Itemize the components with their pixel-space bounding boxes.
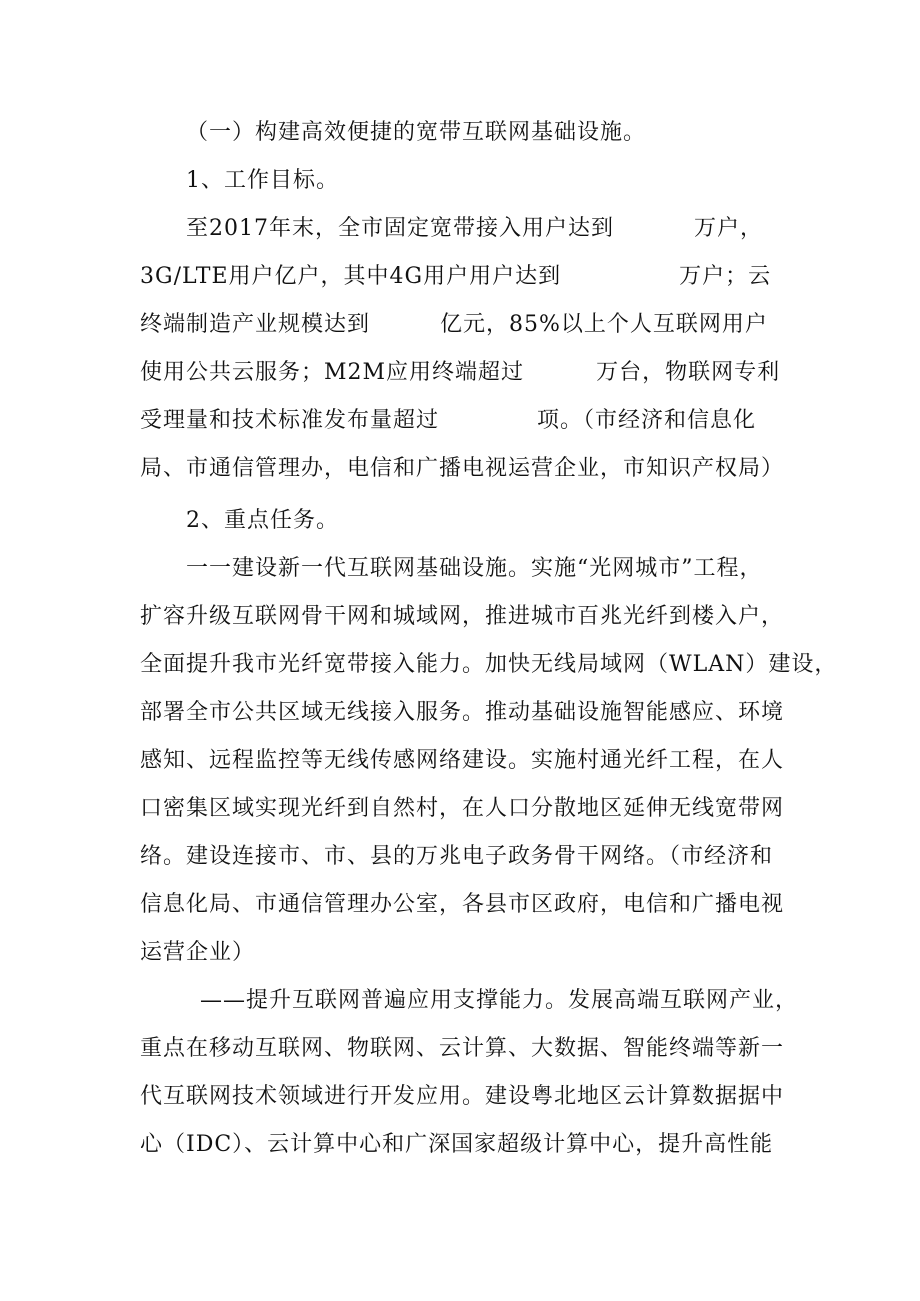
task1-line-4: 部署全市公共区域无线接入服务。推动基础设施智能感应、环境 <box>140 700 785 725</box>
subsection-title-tasks: 2、重点任务。 <box>186 508 339 533</box>
goal-line-1 <box>186 214 763 244</box>
goal-line-6: 局、市通信管理办，电信和广播电视运营企业，市知识产权局） <box>140 456 785 481</box>
goal-text: 至2017年末，全市固定宽带接入用户达到 <box>186 216 614 241</box>
subsection-title-goals: 1、工作目标。 <box>186 168 339 193</box>
goal-text: 终端制造产业规模达到 <box>140 312 371 337</box>
task1-line-2: 扩容升级互联网骨干网和城域网，推进城市百兆光纤到楼入户， <box>140 604 785 629</box>
goal-text: 受理量和技术标准发布量超过 <box>140 408 440 433</box>
task1-line-3: 全面提升我市光纤宽带接入能力。加快无线局域网（WLAN）建设， <box>140 652 838 677</box>
task1-line-7: 络。建设连接市、市、县的万兆电子政务骨干网络。（市经济和 <box>140 844 774 869</box>
goal-text: 使用公共云服务；M2M应用终端超过 <box>140 360 525 385</box>
task2-line-1: ——提升互联网普遍应用支撑能力。发展高端互联网产业， <box>200 988 799 1013</box>
goal-text: 万户， <box>694 216 764 241</box>
task1-line-8: 信息化局、市通信管理办公室，各县市区政府，电信和广播电视 <box>140 892 785 917</box>
task2-line-2: 重点在移动互联网、物联网、云计算、大数据、智能终端等新一 <box>140 1036 785 1061</box>
goal-text: 项。（市经济和信息化 <box>537 408 757 433</box>
task2-line-4: 心（IDC）、云计算中心和广深国家超级计算中心，提升高性能 <box>140 1132 774 1157</box>
task2-line-3: 代互联网技术领域进行开发应用。建设粤北地区云计算数据据中 <box>140 1084 785 1109</box>
task1-line-5: 感知、远程监控等无线传感网络建设。实施村通光纤工程，在人 <box>140 748 785 773</box>
task1-line-9: 运营企业） <box>140 940 256 965</box>
goal-line-2 <box>140 262 771 292</box>
goal-text: 3G/LTE用户亿户，其中4G用户用户达到 <box>140 264 562 289</box>
section-heading: （一）构建高效便捷的宽带互联网基础设施。 <box>186 120 647 145</box>
goal-text: 万户；云 <box>679 264 772 289</box>
task1-line-1: 一一建设新一代互联网基础设施。实施“光网城市”工程， <box>186 556 763 581</box>
goal-line-3 <box>140 310 768 340</box>
task1-line-6: 口密集区域实现光纤到自然村，在人口分散地区延伸无线宽带网 <box>140 796 785 821</box>
goal-text: 亿元，85%以上个人互联网用户 <box>440 312 768 337</box>
goal-line-5 <box>140 406 756 436</box>
goal-text: 万台，物联网专利 <box>596 360 781 385</box>
goal-line-4 <box>140 358 780 388</box>
